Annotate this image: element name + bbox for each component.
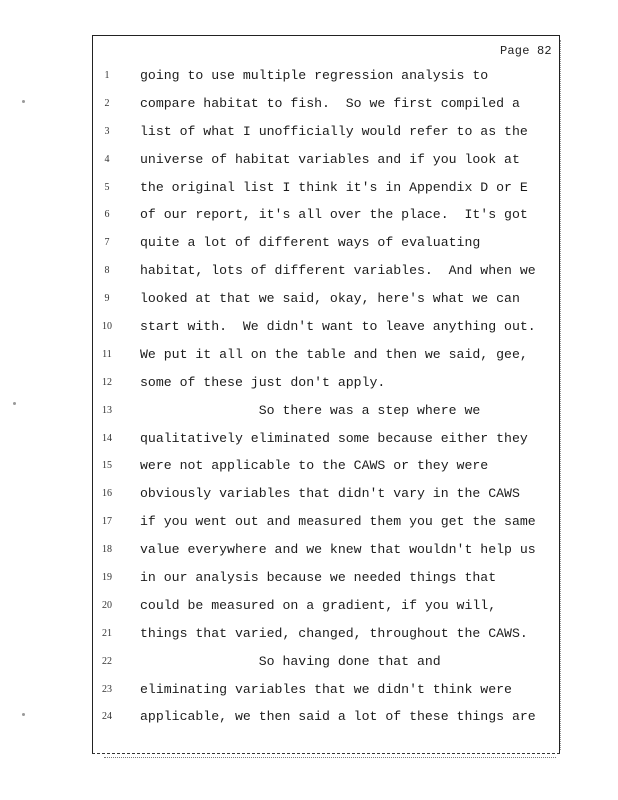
line-number: 1 — [104, 70, 110, 81]
transcript-line — [92, 566, 558, 594]
line-number: 16 — [102, 488, 112, 500]
line-number: 17 — [102, 516, 112, 528]
line-text: list of what I unofficially would refer to as the — [140, 123, 528, 139]
transcript-line — [92, 650, 558, 678]
line-number: 22 — [102, 655, 112, 667]
line-number: 15 — [102, 460, 112, 472]
transcript-line — [92, 231, 558, 259]
transcript-line — [92, 678, 558, 706]
transcript-line — [92, 510, 558, 538]
transcript-lines — [92, 64, 558, 733]
transcript-line — [92, 705, 558, 733]
line-text: value everywhere and we knew that wouldn't help us — [140, 542, 536, 558]
line-text: So there was a step where we — [140, 402, 481, 418]
line-number: 20 — [102, 599, 112, 611]
transcript-line — [92, 622, 558, 650]
line-text: looked at that we said, okay, here's what we can — [140, 291, 520, 307]
line-number: 4 — [104, 153, 110, 165]
transcript-line — [92, 594, 558, 622]
line-number: 11 — [102, 348, 112, 360]
line-text: applicable, we then said a lot of these things are — [140, 709, 536, 725]
line-number: 10 — [102, 321, 112, 333]
line-text: if you went out and measured them you get the same — [140, 514, 536, 530]
line-number: 7 — [104, 237, 110, 249]
transcript-line — [92, 203, 558, 231]
line-number: 13 — [102, 404, 112, 416]
line-text: compare habitat to fish. So we first compiled a — [140, 95, 520, 111]
line-text: some of these just don't apply. — [140, 374, 386, 390]
transcript-line — [92, 427, 558, 455]
page-bottom-rule-secondary — [104, 757, 556, 758]
line-text: the original list I think it's in Appendix D or E — [140, 179, 528, 195]
line-text: going to use multiple regression analysis to — [140, 68, 489, 83]
line-text: start with. We didn't want to leave anything out. — [140, 319, 536, 335]
transcript-line — [92, 371, 558, 399]
line-number: 3 — [104, 125, 110, 137]
line-number: 19 — [102, 572, 112, 584]
transcript-line — [92, 64, 558, 92]
line-text: habitat, lots of different variables. And when we — [140, 263, 536, 279]
margin-speck — [13, 402, 16, 405]
line-text: things that varied, changed, throughout the CAWS. — [140, 625, 528, 641]
page-bottom-rule — [92, 753, 560, 754]
transcript-line — [92, 538, 558, 566]
transcript-line — [92, 343, 558, 371]
line-text: qualitatively eliminated some because either they — [140, 430, 528, 446]
page-number: Page 82 — [500, 44, 552, 58]
line-number: 23 — [102, 683, 112, 695]
line-number: 9 — [104, 293, 110, 305]
transcript-line — [92, 176, 558, 204]
line-number: 5 — [104, 181, 110, 193]
transcript-line — [92, 482, 558, 510]
transcript-line — [92, 399, 558, 427]
line-number: 24 — [102, 711, 112, 723]
margin-speck — [22, 100, 25, 103]
line-text: were not applicable to the CAWS or they were — [140, 458, 489, 474]
line-number: 6 — [104, 209, 110, 221]
line-number: 21 — [102, 627, 112, 639]
line-number: 8 — [104, 265, 110, 277]
line-text: eliminating variables that we didn't think were — [140, 681, 512, 697]
line-text: universe of habitat variables and if you look at — [140, 151, 520, 167]
transcript-line — [92, 148, 558, 176]
line-number: 18 — [102, 544, 112, 556]
transcript-line — [92, 315, 558, 343]
transcript-line — [92, 120, 558, 148]
line-number: 2 — [104, 97, 110, 109]
line-text: We put it all on the table and then we said, gee, — [140, 346, 528, 362]
line-number: 14 — [102, 432, 112, 444]
scan-edge-artifact — [560, 40, 563, 750]
line-text: quite a lot of different ways of evaluating — [140, 235, 481, 251]
transcript-line — [92, 92, 558, 120]
transcript-line — [92, 287, 558, 315]
line-text: in our analysis because we needed things that — [140, 570, 497, 586]
line-text: of our report, it's all over the place. It's got — [140, 207, 528, 223]
margin-speck — [22, 713, 25, 716]
transcript-line — [92, 454, 558, 482]
line-number: 12 — [102, 376, 112, 388]
line-text: obviously variables that didn't vary in the CAWS — [140, 486, 520, 502]
line-text: could be measured on a gradient, if you will, — [140, 597, 497, 613]
transcript-line — [92, 259, 558, 287]
line-text: So having done that and — [140, 653, 441, 669]
